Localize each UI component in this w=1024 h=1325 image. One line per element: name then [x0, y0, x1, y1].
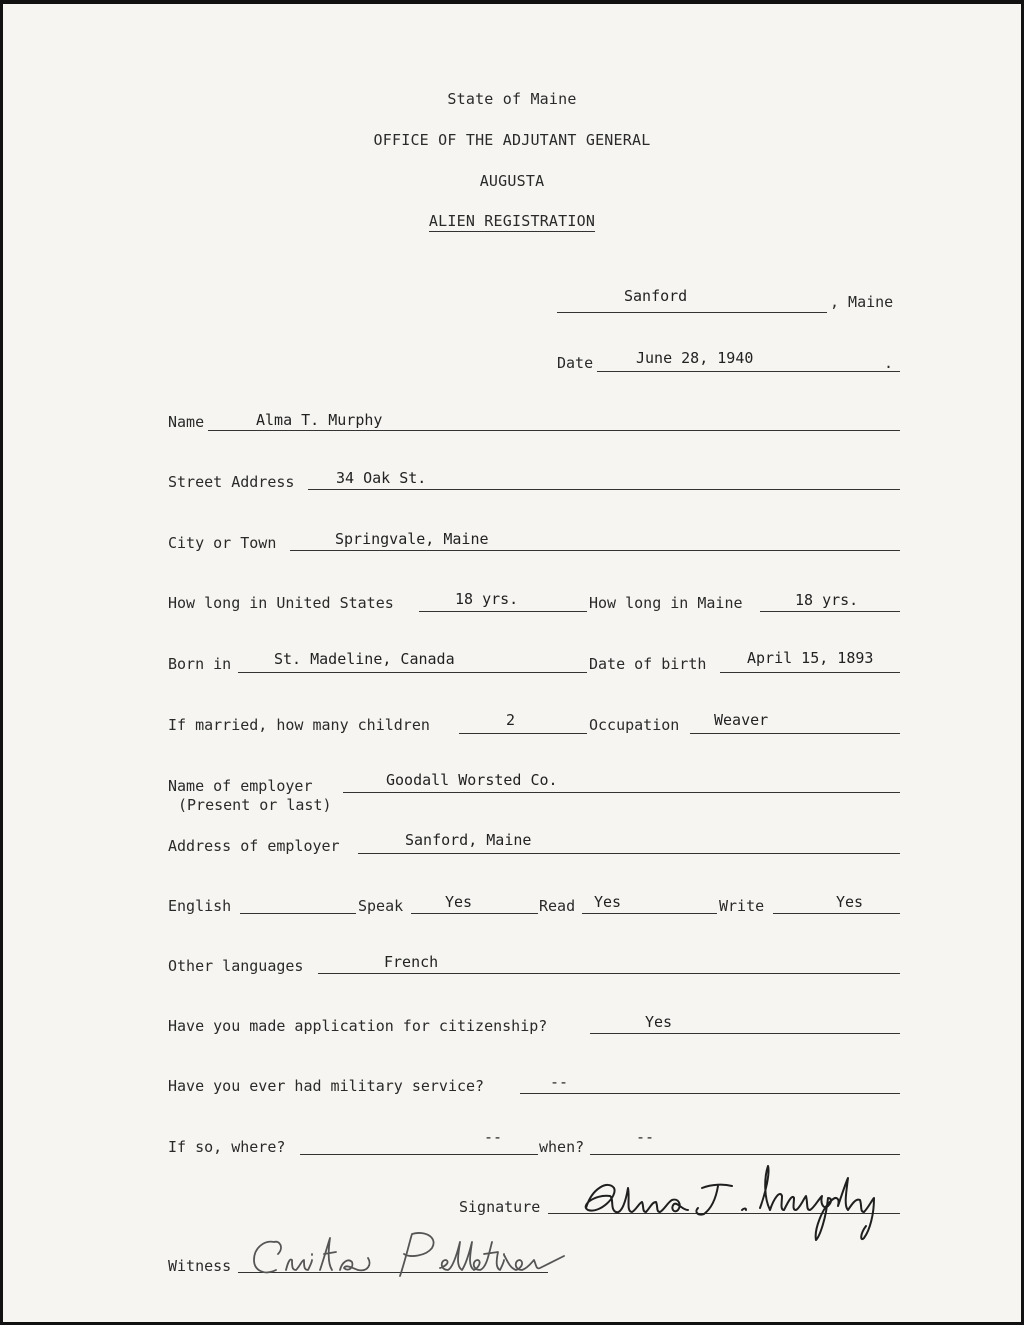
- military-line: [520, 1093, 900, 1094]
- signature-label: Signature: [459, 1198, 541, 1216]
- employer-line: [343, 792, 900, 793]
- children-value: 2: [506, 711, 516, 729]
- born-label: Born in: [168, 655, 232, 673]
- born-value: St. Madeline, Canada: [274, 650, 455, 668]
- military-value: --: [550, 1073, 569, 1091]
- us-time-value: 18 yrs.: [455, 590, 519, 608]
- employer-label: Name of employer: [168, 777, 313, 795]
- where-label: If so, where?: [168, 1138, 286, 1156]
- us-time-label: How long in United States: [168, 594, 394, 612]
- header-office: OFFICE OF THE ADJUTANT GENERAL: [373, 131, 651, 149]
- where-line: [300, 1154, 538, 1155]
- born-line: [238, 672, 587, 673]
- other-languages-line: [318, 973, 900, 974]
- when-label: when?: [539, 1138, 585, 1156]
- other-languages-label: Other languages: [168, 957, 304, 975]
- occupation-line: [690, 733, 900, 734]
- employer-address-line: [358, 853, 900, 854]
- write-label: Write: [719, 897, 765, 915]
- witness-handwriting: [240, 1218, 580, 1288]
- date-label: Date: [557, 354, 594, 372]
- speak-label: Speak: [358, 897, 404, 915]
- maine-time-value: 18 yrs.: [795, 591, 859, 609]
- place-value: Sanford: [624, 287, 688, 305]
- name-label: Name: [168, 413, 205, 431]
- us-time-line: [419, 611, 587, 612]
- header-city: AUGUSTA: [479, 172, 545, 190]
- city-line: [290, 550, 900, 551]
- place-line: [557, 312, 827, 313]
- speak-value: Yes: [445, 893, 473, 911]
- when-line: [590, 1154, 900, 1155]
- signature-handwriting: [570, 1158, 890, 1248]
- dob-line: [720, 672, 900, 673]
- children-label: If married, how many children: [168, 716, 430, 734]
- street-label: Street Address: [168, 473, 295, 491]
- english-line: [240, 913, 356, 914]
- place-suffix: , Maine: [830, 293, 894, 311]
- when-value: --: [636, 1128, 655, 1146]
- city-label: City or Town: [168, 534, 277, 552]
- date-value: June 28, 1940: [636, 349, 754, 367]
- maine-time-label: How long in Maine: [589, 594, 743, 612]
- witness-label: Witness: [168, 1257, 232, 1275]
- dob-label: Date of birth: [589, 655, 707, 673]
- speak-line: [411, 913, 538, 914]
- citizenship-line: [590, 1033, 900, 1034]
- street-line: [308, 489, 900, 490]
- name-line: [208, 430, 900, 431]
- employer-sublabel: (Present or last): [178, 796, 332, 814]
- employer-address-label: Address of employer: [168, 837, 340, 855]
- form-title: [0, 212, 1024, 230]
- english-label: English: [168, 897, 232, 915]
- other-languages-value: French: [384, 953, 439, 971]
- employer-value: Goodall Worsted Co.: [386, 771, 558, 789]
- where-value: --: [484, 1128, 503, 1146]
- read-line: [582, 913, 717, 914]
- maine-time-line: [760, 611, 900, 612]
- form-title-text: ALIEN REGISTRATION: [428, 212, 596, 230]
- write-value: Yes: [836, 893, 864, 911]
- occupation-value: Weaver: [714, 711, 769, 729]
- read-label: Read: [539, 897, 576, 915]
- citizenship-label: Have you made application for citizenship?: [168, 1017, 548, 1035]
- military-label: Have you ever had military service?: [168, 1077, 485, 1095]
- read-value: Yes: [594, 893, 622, 911]
- write-line: [773, 913, 900, 914]
- children-line: [459, 733, 587, 734]
- date-line: [597, 371, 900, 372]
- header-state: State of Maine: [447, 90, 577, 108]
- dob-value: April 15, 1893: [747, 649, 874, 667]
- scan-edge: [0, 0, 1024, 4]
- date-trail: .: [884, 354, 894, 372]
- employer-address-value: Sanford, Maine: [405, 831, 532, 849]
- occupation-label: Occupation: [589, 716, 680, 734]
- city-value: Springvale, Maine: [335, 530, 489, 548]
- street-value: 34 Oak St.: [336, 469, 427, 487]
- citizenship-value: Yes: [645, 1013, 673, 1031]
- name-value: Alma T. Murphy: [256, 411, 383, 429]
